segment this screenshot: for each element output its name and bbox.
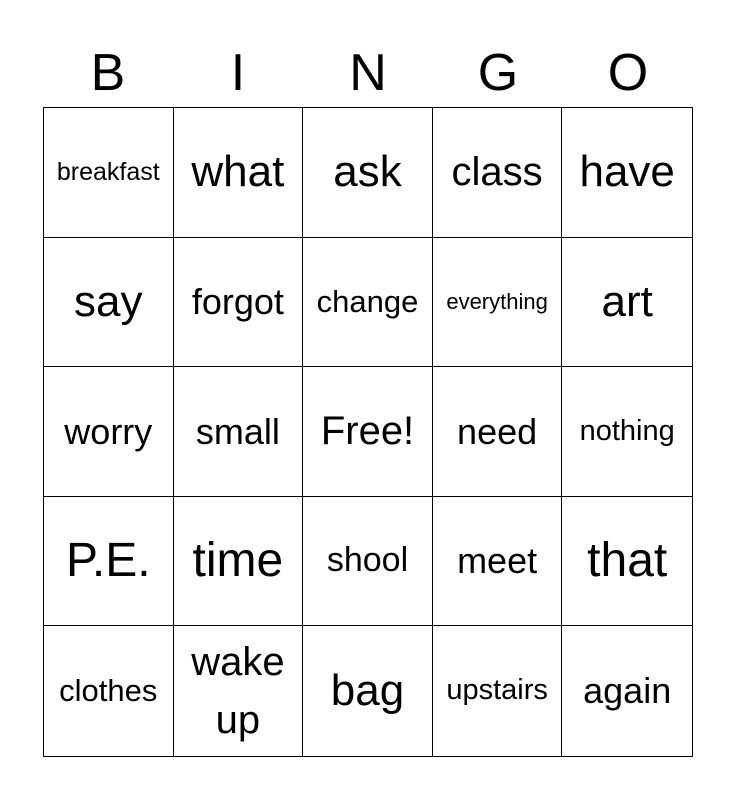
- bingo-cell[interactable]: worry: [44, 367, 174, 497]
- bingo-cell[interactable]: class: [433, 108, 563, 238]
- bingo-card-grid: [43, 107, 693, 757]
- bingo-cell[interactable]: upstairs: [433, 626, 563, 756]
- bingo-cell[interactable]: clothes: [44, 626, 174, 756]
- bingo-cell[interactable]: small: [174, 367, 304, 497]
- header-letter-g: G: [477, 44, 519, 102]
- bingo-cell[interactable]: change: [303, 238, 433, 368]
- bingo-cell-free[interactable]: Free!: [303, 367, 433, 497]
- bingo-cell[interactable]: what: [174, 108, 304, 238]
- bingo-cell[interactable]: have: [562, 108, 692, 238]
- bingo-cell[interactable]: that: [562, 497, 692, 627]
- bingo-cell[interactable]: ask: [303, 108, 433, 238]
- bingo-cell[interactable]: time: [174, 497, 304, 627]
- bingo-cell[interactable]: everything: [433, 238, 563, 368]
- bingo-header: [43, 40, 693, 106]
- header-letter-n: N: [349, 44, 387, 102]
- bingo-cell[interactable]: again: [583, 670, 672, 712]
- header-letter-b: B: [90, 44, 126, 102]
- header-letter-o: O: [607, 44, 649, 102]
- bingo-cell[interactable]: say: [44, 238, 174, 368]
- bingo-cell[interactable]: meet: [433, 497, 563, 627]
- bingo-cell[interactable]: need: [433, 367, 563, 497]
- bingo-cell[interactable]: wake up: [174, 626, 304, 756]
- bingo-cell[interactable]: forgot: [174, 238, 304, 368]
- bingo-cell[interactable]: art: [562, 238, 692, 368]
- bingo-cell[interactable]: shool: [303, 497, 433, 627]
- bingo-cell[interactable]: P.E.: [44, 497, 174, 627]
- bingo-cell[interactable]: nothing: [562, 367, 692, 497]
- header-letter-i: I: [230, 44, 246, 102]
- bingo-cell[interactable]: bag: [303, 626, 433, 756]
- bingo-cell[interactable]: breakfast: [44, 108, 174, 238]
